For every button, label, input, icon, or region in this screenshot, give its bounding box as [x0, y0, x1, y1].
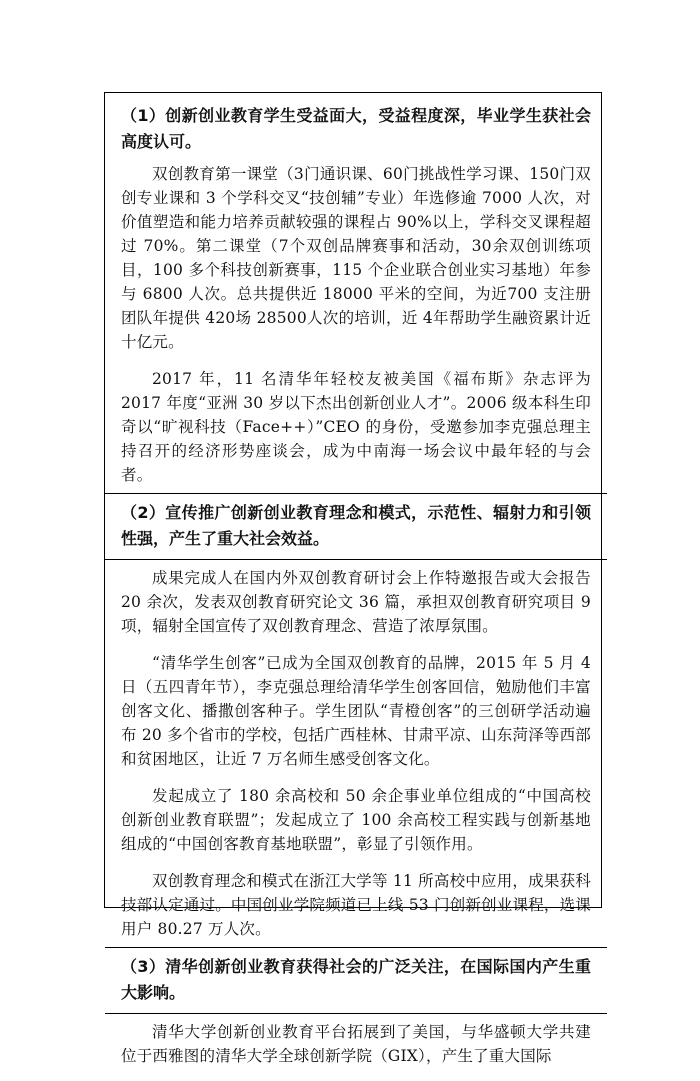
- section-divider: [105, 1013, 607, 1014]
- section-2-paragraph-2: “清华学生创客”已成为全国双创教育的品牌，2015 年 5 月 4 日（五四青年节），李克强总理给清华学生创客回信，勉励他们丰富创客文化、播撒创客种子。学生团队“青橙创客”的三创研学活动遍布 20 多个省市的学校，包括广西桂林、甘肃平凉、山东菏泽等西部和贫困地区，让近 7 万名师生感受创客文化。: [121, 654, 591, 768]
- document-frame: [104, 92, 602, 1065]
- section-2-paragraph-3: 发起成立了 180 余高校和 50 余企事业单位组成的“中国高校创新创业教育联盟”；发起成立了 100 余高校工程实践与创新基地组成的“中国创客教育基地联盟”，彰显了引领作用。: [121, 787, 591, 853]
- section-divider: [105, 559, 607, 560]
- section-divider: [105, 947, 607, 948]
- section-2-paragraph-4: 双创教育理念和模式在浙江大学等 11 所高校中应用，成果获科技部认定通过。中国创业学院频道已上线 53 门创新创业课程，选课用户 80.27 万人次。: [121, 872, 591, 938]
- section-2-heading: （2）宣传推广创新创业教育理念和模式，示范性、辐射力和引领性强，产生了重大社会效益。: [121, 503, 591, 548]
- section-2-paragraph-1: 成果完成人在国内外双创教育研讨会上作特邀报告或大会报告 20 余次，发表双创教育研究论文 36 篇，承担双创教育研究项目 9 项，辐射全国宣传了双创教育理念、营造了浓厚氛围。: [121, 569, 591, 635]
- section-divider: [105, 493, 607, 494]
- document-body: [121, 103, 591, 1081]
- section-3-paragraph-1: 清华大学创新创业教育平台拓展到了美国，与华盛顿大学共建位于西雅图的清华大学全球创新学院（GIX），产生了重大国际: [121, 1023, 591, 1065]
- section-3-heading: （3）清华创新创业教育获得社会的广泛关注，在国际国内产生重大影响。: [121, 957, 591, 1002]
- section-1-paragraph-1: 双创教育第一课堂（3门通识课、60门挑战性学习课、150门双创专业课和 3 个学科交叉“技创辅”专业）年选修逾 7000 人次，对价值塑造和能力培养贡献较强的课程占 90%以上，学科交叉课程超过 70%。第二课堂（7个双创品牌赛事和活动，30余双创训练项目，100 多个科技创新赛事，115 个企业联合创业实习基地）年参与 6800 人次。总共提供近 18000 平米的空间，为近700 支注册团队年提供 420场 28500人次的培训，近 4年帮助学生融资累计近十亿元。: [121, 165, 591, 351]
- section-1-paragraph-2: 2017 年，11 名清华年轻校友被美国《福布斯》杂志评为 2017 年度“亚洲 30 岁以下杰出创新创业人才”。2006 级本科生印奇以“旷视科技（Face++）”CEO 的身份，受邀参加李克强总理主持召开的经济形势座谈会，成为中南海一场会议中最年轻的与会者。: [121, 370, 591, 484]
- section-1-heading: （1）创新创业教育学生受益面大，受益程度深，毕业学生获社会高度认可。: [121, 106, 591, 151]
